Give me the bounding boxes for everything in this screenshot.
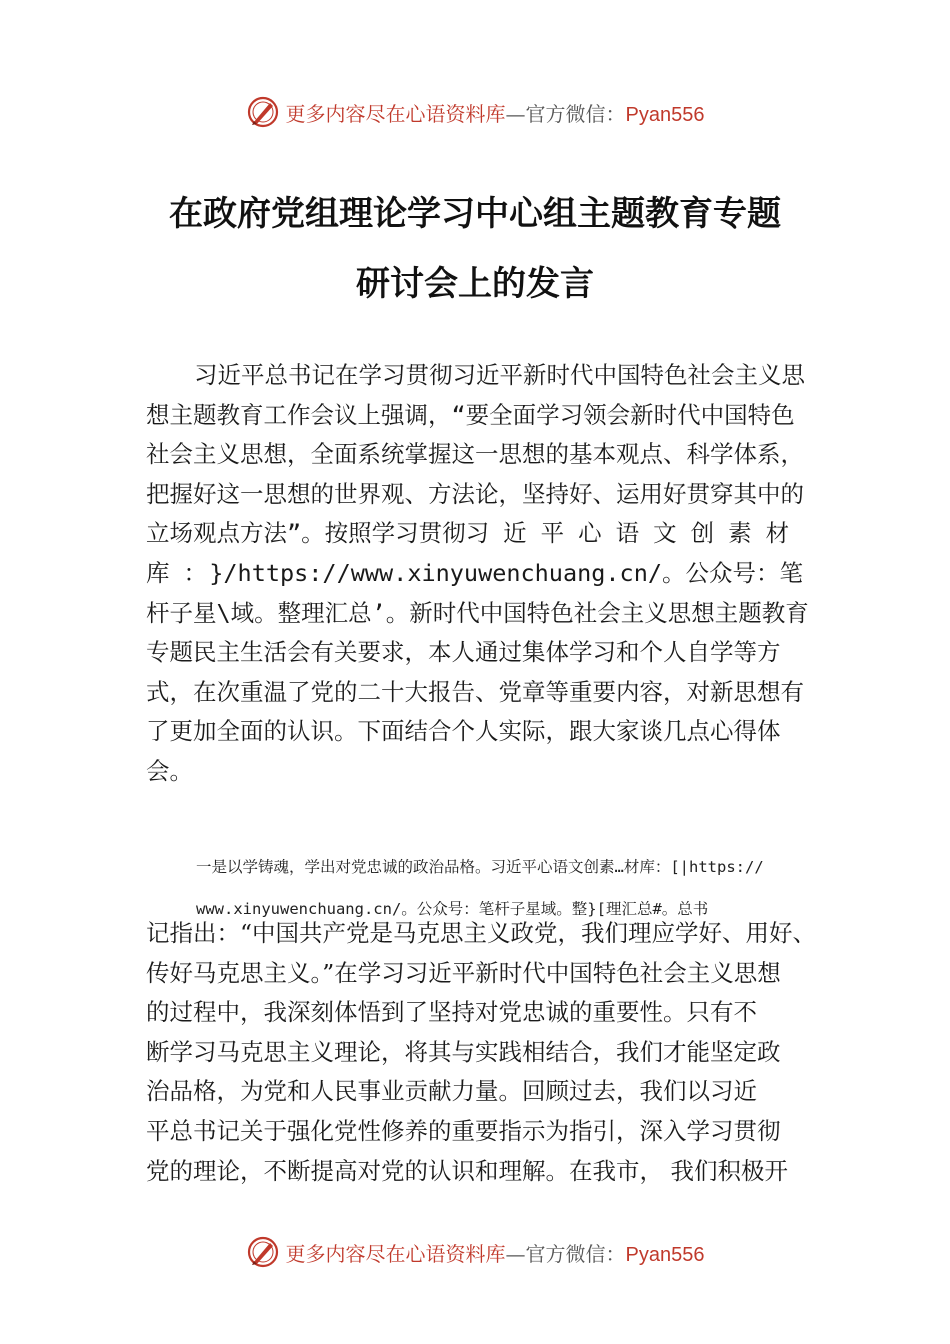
banner-wechat-code: Pyan556: [625, 1243, 705, 1266]
paragraph2-line2: www.xinyuwenchuang.cn/。公众号：笔杆子星域。整}[理汇总#。总书: [196, 900, 709, 918]
banner-wechat-code: Pyan556: [625, 103, 705, 126]
banner-red-text: 更多内容尽在心语资料库: [285, 1241, 506, 1266]
paragraph1-spread-text: 习近平心语文创素材库：: [146, 519, 804, 587]
footer-watermark-banner: [0, 1232, 950, 1272]
paragraph1-part1: 习近平总书记在学习贯彻习近平新时代中国特色社会主义思想主题教育工作会议上强调，“要全面学习领会新时代中国特色社会主义思想，全面系统掌握这一思想的基本观点、科学体系，把握好这一思想的世界观、方法论，坚持好、运用好贯穿其中的立场观点方法”。按照学习贯彻: [146, 361, 805, 548]
header-watermark-banner: [0, 92, 950, 132]
paragraph3-line: 党的理论，不断提高对党的认识和理解。在我市， 我们积极开: [146, 1156, 788, 1185]
paragraph3-line: 记指出：“中国共产党是马克思主义政党，我们理应学好、用好、: [146, 919, 817, 947]
paragraph2-line1: 一是以学铸魂，学出对党忠诚的政治品格。习近平心语文创素…材库：[|https://: [196, 858, 764, 876]
body-paragraph-1: [146, 356, 810, 792]
paragraph3-line: 的过程中，我深刻体悟到了坚持对党忠诚的重要性。只有不: [146, 998, 757, 1027]
paragraph1-part2: }/https://www.xinyuwenchuang.cn/。公众号：笔杆子星\域。整理汇总’。新时代中国特色社会主义思想主题教育专题民主生活会有关要求，本人通过集体学习和个人自学等方式，在次重温了党的二十大报告、党章等重要内容，对新思想有了更加全面的认识。下面结合个人实际，跟大家谈几点心得体会。: [146, 558, 809, 785]
paragraph3-line: 平总书记关于强化党性修养的重要指示为指引，深入学习贯彻: [146, 1116, 781, 1145]
pen-logo-icon: [246, 95, 280, 129]
banner-gray-text: —官方微信：: [505, 1241, 626, 1266]
pen-logo-icon: [246, 1235, 280, 1269]
paragraph3-line: 传好马克思主义。”在学习习近平新时代中国特色社会主义思想: [146, 958, 781, 987]
banner-text: [286, 98, 705, 127]
document-title-line2: 研讨会上的发言: [356, 264, 594, 304]
banner-gray-text: —官方微信：: [505, 101, 626, 126]
paragraph3-line: 断学习马克思主义理论，将其与实践相结合，我们才能坚定政: [146, 1037, 781, 1066]
paragraph3-line: 治品格，为党和人民事业贡献力量。回顾过去，我们以习近: [146, 1077, 757, 1106]
document-title-line1: 在政府党组理论学习中心组主题教育专题: [169, 194, 781, 234]
banner-red-text: 更多内容尽在心语资料库: [285, 101, 506, 126]
banner-text: [286, 1238, 705, 1267]
body-paragraph-3: [146, 914, 836, 1191]
